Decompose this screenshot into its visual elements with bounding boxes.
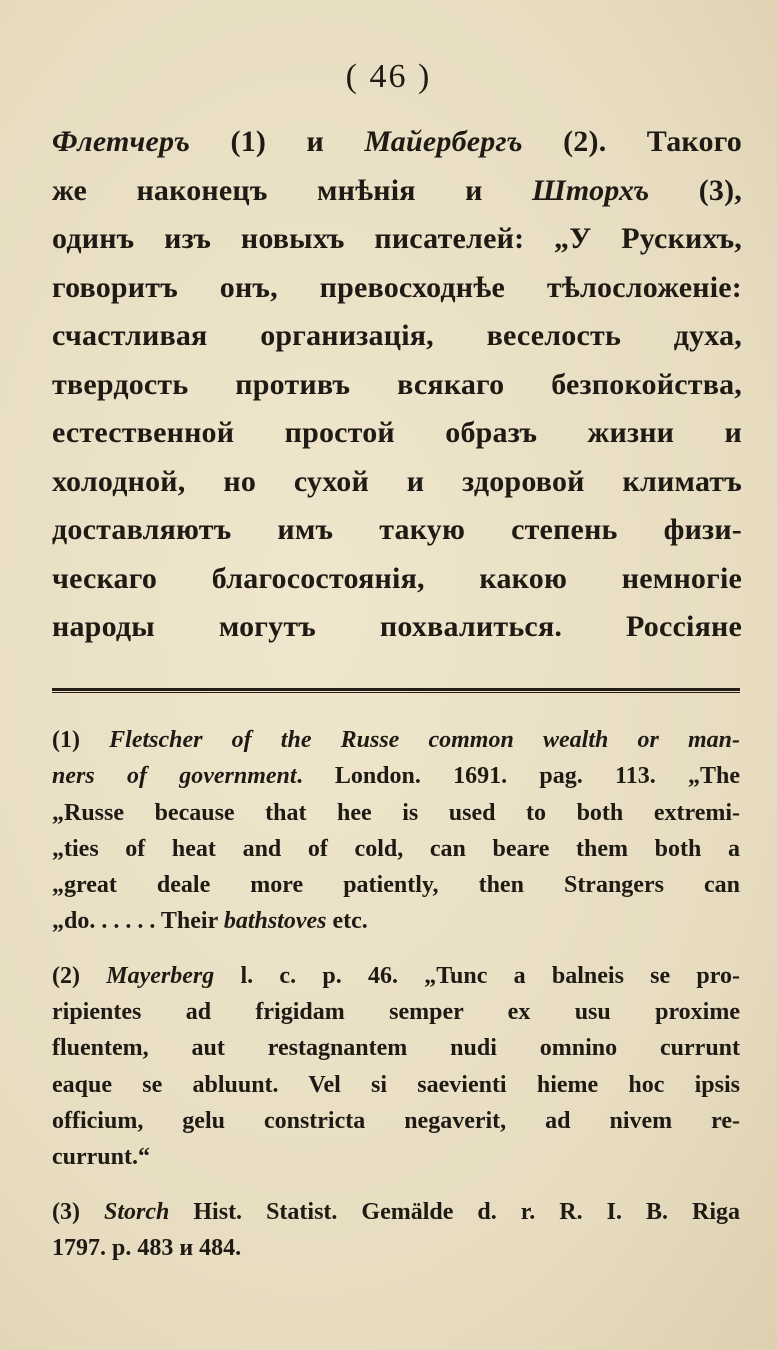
text-line (52, 167, 742, 216)
book-title: ners of government (52, 763, 297, 790)
author-name: Storch (104, 1198, 170, 1225)
footnote-line: 1797. p. 483 и 484. (52, 1234, 242, 1261)
footnote-line: currunt.“ (52, 1144, 150, 1171)
footnote-divider (52, 688, 740, 693)
text-span: Hist. Statist. Gemälde d. r. R. I. B. Riga (169, 1198, 741, 1225)
footnote-line: officium, gelu constricta negaverit, ad nivem re- (52, 1107, 740, 1134)
text-line: естественной простой образъ жизни и (52, 416, 742, 449)
footnote-line: eaque se abluunt. Vel si saevienti hieme hoc ipsis (52, 1071, 740, 1098)
footnote-marker: (2) (52, 962, 107, 989)
footnote-line: „great deale more patiently, then Strangers can (52, 872, 740, 899)
footnote-1 (52, 722, 740, 940)
text-line: твердость противъ всякаго безпокойства, (52, 367, 742, 401)
text-span: (3), (649, 173, 742, 207)
text-span: (2). Такого (522, 125, 742, 158)
text-span: „do. . . . . . Their (52, 908, 224, 935)
text-span: (1) и (190, 125, 365, 158)
footnote-line: „ties of heat and of cold, can beare them both a (52, 835, 740, 862)
author-name: Флетчеръ (52, 125, 191, 158)
footnote-line (52, 722, 740, 758)
text-span: же наконецъ мнѣнія и (52, 173, 532, 207)
page-number: ( 46 ) (345, 58, 432, 95)
footnote-line (52, 903, 740, 939)
footnote-marker: (1) (52, 727, 110, 753)
text-line: счастливая организація, веселость духа, (52, 319, 742, 352)
author-name: Майербергъ (364, 125, 523, 158)
author-name: Mayerberg (106, 962, 215, 989)
footnote-3 (52, 1194, 740, 1267)
footnote-2 (52, 958, 740, 1176)
footnotes (52, 722, 740, 1284)
footnote-line (52, 758, 740, 794)
author-name: Шторхъ (531, 173, 650, 207)
text-line (52, 118, 742, 167)
footnote-line (52, 1194, 740, 1230)
book-title: Fletscher of the Russe common wealth or man- (109, 727, 741, 753)
text-line: ческаго благосостоянія, какою немногіе (52, 561, 742, 595)
footnote-line: fluentem, aut restagnantem nudi omnino currunt (52, 1035, 740, 1062)
footnote-line: ripientes ad frigidam semper ex usu proxime (52, 999, 740, 1026)
main-text (52, 118, 742, 652)
footnote-line: „Russe because that hee is used to both extremi- (52, 799, 740, 826)
footnote-line (52, 958, 740, 994)
text-span: l. c. p. 46. „Tunc a balneis se pro- (214, 962, 740, 989)
text-line: народы могутъ похвалиться. Россіяне (52, 610, 742, 643)
text-line: доставляютъ имъ такую степень физи- (52, 513, 742, 546)
emphasis: bathstoves (223, 908, 327, 935)
text-span: etc. (326, 908, 368, 935)
text-span: . London. 1691. pag. 113. „The (296, 763, 740, 790)
text-line: говоритъ онъ, превосходнѣе тѣлосложеніе: (52, 270, 742, 304)
text-line: одинъ изъ новыхъ писателей: „У Рускихъ, (52, 222, 742, 255)
text-line: холодной, но сухой и здоровой климатъ (52, 464, 742, 498)
footnote-marker: (3) (52, 1198, 105, 1225)
